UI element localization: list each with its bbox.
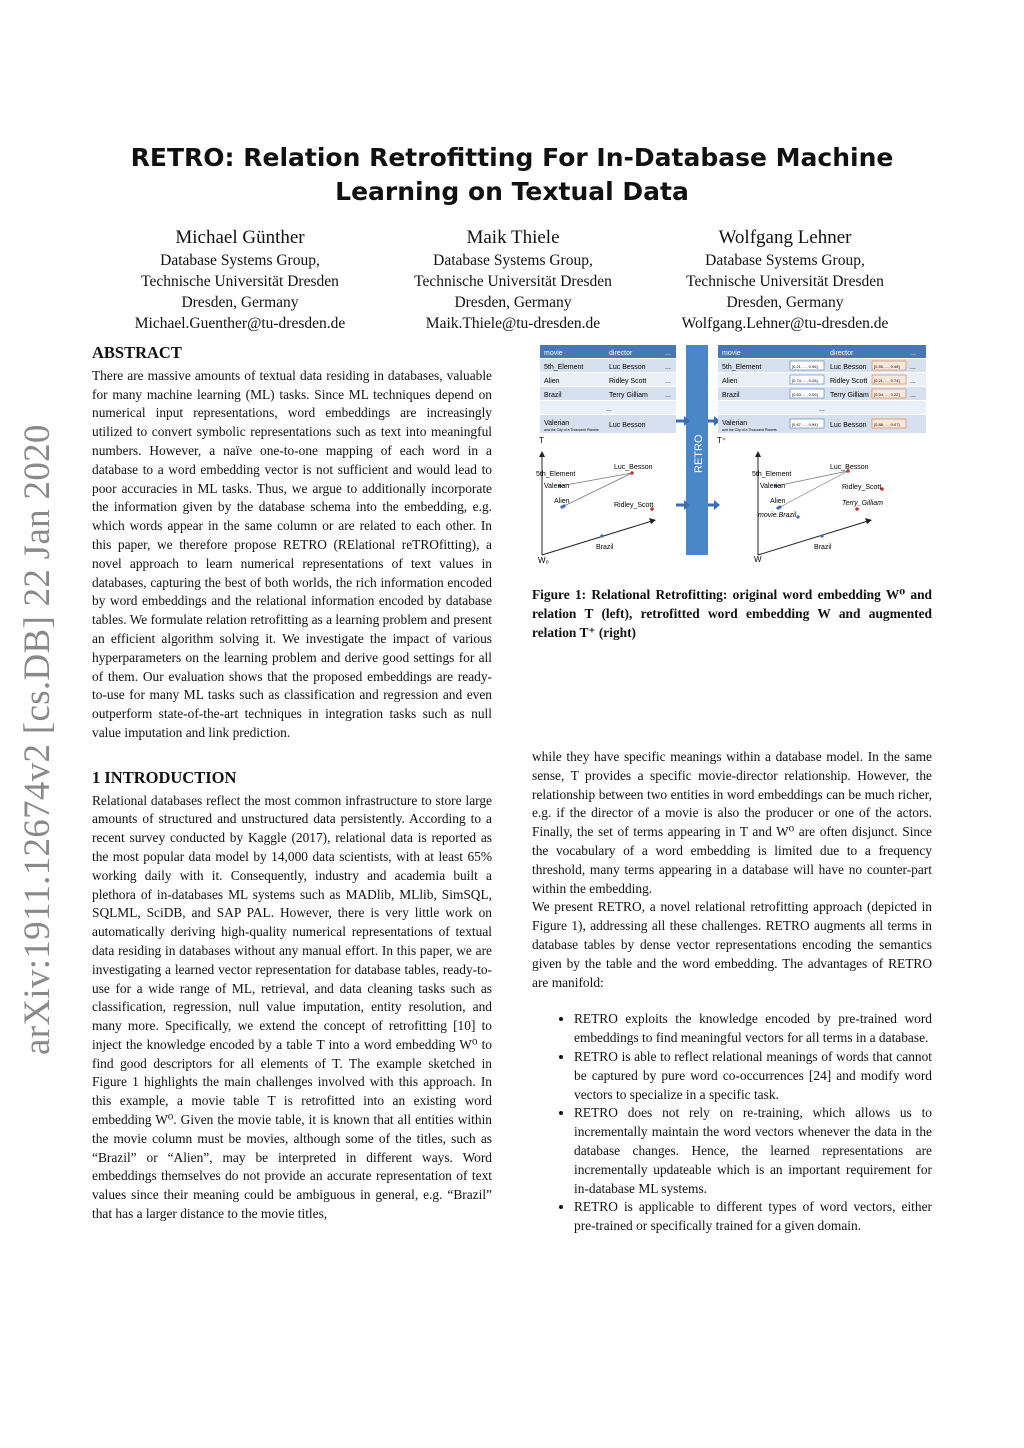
author-group: Database Systems Group, [160,252,320,269]
advantages-list [532,1010,932,1236]
author-block-1 [95,226,385,334]
left-ellipsis: ... [606,406,612,413]
right-header-director: director [830,350,854,357]
retro-bar-label: RETRO [693,434,705,473]
author-block-2 [368,226,658,334]
author-university: Technische Universität Dresden [686,273,884,290]
left-cell-director: Ridley Scott [609,378,647,385]
left-cell-director: Terry Gilliam [609,392,648,399]
vector-value: [0.55, ..., 0.48] [874,364,900,369]
list-item: • RETRO is able to reflect relational meanings of words that cannot be captured by pure word co-occurrences [24] and modify word vectors to specialize in a specific task. [574,1048,932,1104]
label-ridley-scott: Ridley_Scott [614,502,654,509]
right-table-header-bg [718,345,926,358]
label-valerian: Valerian [544,483,570,490]
vector-value: [0.21, ..., 0.74] [874,378,900,383]
point-alien [560,505,563,508]
point-terry-gilliam [855,507,859,511]
left-header-movie: movie [544,350,563,357]
left-embedding-plot [536,451,656,565]
author-city: Dresden, Germany [454,294,572,311]
author-name: Michael Günther [175,227,305,248]
right-cell-more: ... [910,378,916,385]
point-luc-besson [630,471,634,475]
arxiv-identifier: arXiv:1911.12674v2 [cs.DB] 22 Jan 2020 [17,424,58,1055]
point-brazil [820,534,823,537]
label-valerian: Valerian [760,483,786,490]
author-city: Dresden, Germany [181,294,299,311]
left-cell-more: ... [665,392,671,399]
arrow-out-retro-head [714,500,720,510]
label-ridley-scott: Ridley_Scott [842,484,882,491]
left-cell-more: ... [665,378,671,385]
right-cell-valerian-sub: and the City of a Thousand Planets [722,428,777,432]
right-cell-director: Luc Besson [830,422,867,429]
left-x-axis-arrow [649,518,656,524]
author-university: Technische Universität Dresden [141,273,339,290]
list-item: • RETRO does not rely on re-training, which allows us to incrementally maintain the word vectors whenever the data in the database changes. Hence, the learned representations are incrementally updateable which is an important requirement for in-database ML systems. [574,1104,932,1198]
right-cell-director: Ridley Scott [830,378,868,385]
right-table [717,345,926,445]
figure-relational-retrofitting [532,343,932,573]
left-cell-valerian: Valerian [544,420,570,427]
label-luc-besson: Luc_Besson [614,464,653,471]
list-item: • RETRO is applicable to different types of word vectors, either pre-trained or specifically trained for a given domain. [574,1198,932,1236]
retro-transform-bar [675,345,720,555]
left-cell-director: Luc Besson [609,364,646,371]
author-group: Database Systems Group, [433,252,593,269]
right-x-axis [758,521,868,555]
right-x-axis-arrow [865,518,872,524]
label-brazil: Brazil [814,544,832,551]
right-ellipsis: ... [819,406,825,413]
vector-value: [0.74, ..., 0.28] [792,378,818,383]
left-header-more: ... [665,350,671,357]
label-terry-gilliam: Terry_Gilliam [842,500,883,507]
author-email[interactable]: Wolfgang.Lehner@tu-dresden.de [681,315,889,332]
label-T: T [539,436,544,445]
label-alien: Alien [770,498,786,505]
vector-value: [0.94, ..., 0.22] [874,392,900,397]
label-W: W [754,555,762,564]
left-column [92,344,492,1224]
abstract-heading: ABSTRACT [92,343,182,362]
right-header-movie: movie [722,350,741,357]
author-group: Database Systems Group, [705,252,865,269]
left-cell-movie: Alien [544,378,560,385]
label-brazil: Brazil [596,544,614,551]
vector-value: [0.21, ..., 0.96] [792,364,818,369]
right-embedding-plot [752,451,884,564]
right-cell-more: ... [910,364,916,371]
paper-title: RETRO: Relation Retrofitting For In-Database Machine Learning on Textual Data [130,143,894,206]
abstract-text: There are massive amounts of textual data residing in databases, valuable for many machine learning (ML) tasks. Since ML techniques depend on numerical input representations, word embeddings are increasingly utilized to convert symbolic representations such as text into meaningful numbers. However, a naïve one-to-one mapping of each word in a database to a word embedding vector is not sufficient and would lead to poor accuracies in ML tasks. Thus, we argue to additionally incorporate the information given by the database schema into the embedding, e.g. which words appear in the same column or are related to each other. In this paper, we therefore propose RETRO (RElational reTROfitting), a novel approach to learn numerical representations of text values in databases, capturing the best of both worlds, the rich information encoded by word embeddings and the relational information encoded by database tables. We formulate relation retrofitting as a learning problem and present an efficient algorithm solving it. We investigate the impact of various hyperparameters on the learning problem and derive good settings for all of them. Our evaluation shows that the proposed embeddings are ready-to-use for many ML tasks such as classification and regression and even outperform state-of-the-art techniques in integration tasks such as null value imputation and link prediction. [92,367,492,740]
left-y-axis-arrow [539,451,545,457]
right-cell-movie: 5th_Element [722,364,762,371]
point-brazil [600,534,603,537]
label-W0: W₀ [538,556,549,565]
left-cell-valerian-sub: and the City of a Thousand Planets [544,428,599,432]
right-cell-director: Luc Besson [830,364,867,371]
figure-caption: Figure 1: Relational Retrofitting: original word embedding W⁰ and relation T (left), retrofitted word embedding W and augmented relation T⁺ (right) [532,587,932,640]
right-cell-movie: Brazil [722,392,740,399]
label-T-plus: T⁺ [717,436,727,445]
author-email[interactable]: Maik.Thiele@tu-dresden.de [425,315,601,332]
left-header-director: director [609,350,633,357]
label-movie-brazil: movie.Brazil [758,512,797,519]
author-name: Maik Thiele [466,227,560,248]
point-alien [776,506,779,509]
vector-value: [0.67, ..., 0.94] [792,422,818,427]
paragraph: while they have specific meanings within a database model. In the same sense, T provides a specific movie-director relationship. However, the relationship between two entities in word embeddings can be much richer, e.g. if the director of a movie is also the producer or one of the actors. Finally, the set of terms appearing in T and W⁰ are often disjunct. Since the vocabulary of a word embedding is limited due to a frequency threshold, many terms appearing in a database will have no counter-part within the embedding. [532,749,932,896]
left-cell-director: Luc Besson [609,422,646,429]
paragraph: We present RETRO, a novel relational retrofitting approach (depicted in Figure 1), addressing all these challenges. RETRO augments all terms in database tables by dense vector representations encoding the semantics given by the table and the word embedding. The advantages of RETRO are manifold: [532,899,932,990]
list-item: • RETRO exploits the knowledge encoded by pre-trained word embeddings to find meaningful vectors for all terms in a database. [574,1010,932,1048]
left-cell-movie: Brazil [544,392,562,399]
author-name: Wolfgang Lehner [718,227,852,248]
left-row-bg [540,373,676,386]
right-cell-valerian: Valerian [722,420,748,427]
label-5th-element: 5th_Element [536,471,576,478]
author-email[interactable]: Michael.Guenther@tu-dresden.de [134,315,346,332]
author-university: Technische Universität Dresden [414,273,612,290]
vector-value: [0.88, ..., 0.07] [874,422,900,427]
right-cell-movie: Alien [722,378,738,385]
left-cell-more: ... [665,364,671,371]
label-5th-element: 5th_Element [752,471,792,478]
right-y-axis-arrow [755,451,761,457]
right-cell-director: Terry Gilliam [830,392,869,399]
author-city: Dresden, Germany [726,294,844,311]
author-block-3 [640,226,930,334]
left-cell-movie: 5th_Element [544,364,584,371]
right-header-more: ... [910,350,916,357]
left-table [539,345,676,445]
introduction-heading: 1 INTRODUCTION [92,767,237,787]
vector-value: [0.63, ..., 0.09] [792,392,818,397]
point-movie-brazil [796,515,799,518]
right-column [532,748,932,1236]
introduction-paragraph: Relational databases reflect the most common infrastructure to store large amounts of structured and unstructured data persistently. According to a recent survey conducted by Kaggle (2017), relational data is reported as the most popular data model by 14,000 data scientists, with at least 65% working daily with it. Consequently, industry and academia built a plethora of in-databases ML systems such as MADlib, MLlib, SimSQL, SQLML, SciDB, and SAP PAL. However, there is very little work on automatically deriving high-quality numerical representations of textual data residing in databases without any manual effort. In this paper, we are investigating a learned vector representation for database tables, ready-to-use for a wide range of ML, retrieval, and data cleaning tasks such as classification, regression, null value imputation, entity resolution, and many more. Specifically, we extend the concept of retrofitting [10] to inject the knowledge encoded by a table T into a word embedding W⁰ to find good descriptors for all elements of T. The example sketched in Figure 1 highlights the main challenges involved with this approach. In this example, a movie table T is retrofitted into an existing word embedding W⁰. Given the movie table, it is known that all entities within the movie column must be movies, although some of the titles, such as “Brazil” or “Alien”, may be interpreted in different ways. Word embeddings themselves do not provide an accurate representation of text values since their meaning could be ambiguous in general, e.g. “Brazil” that has a larger distance to the movie titles, [92,792,492,1222]
label-alien: Alien [554,498,570,505]
right-cell-more: ... [910,392,916,399]
label-luc-besson: Luc_Besson [830,464,869,471]
